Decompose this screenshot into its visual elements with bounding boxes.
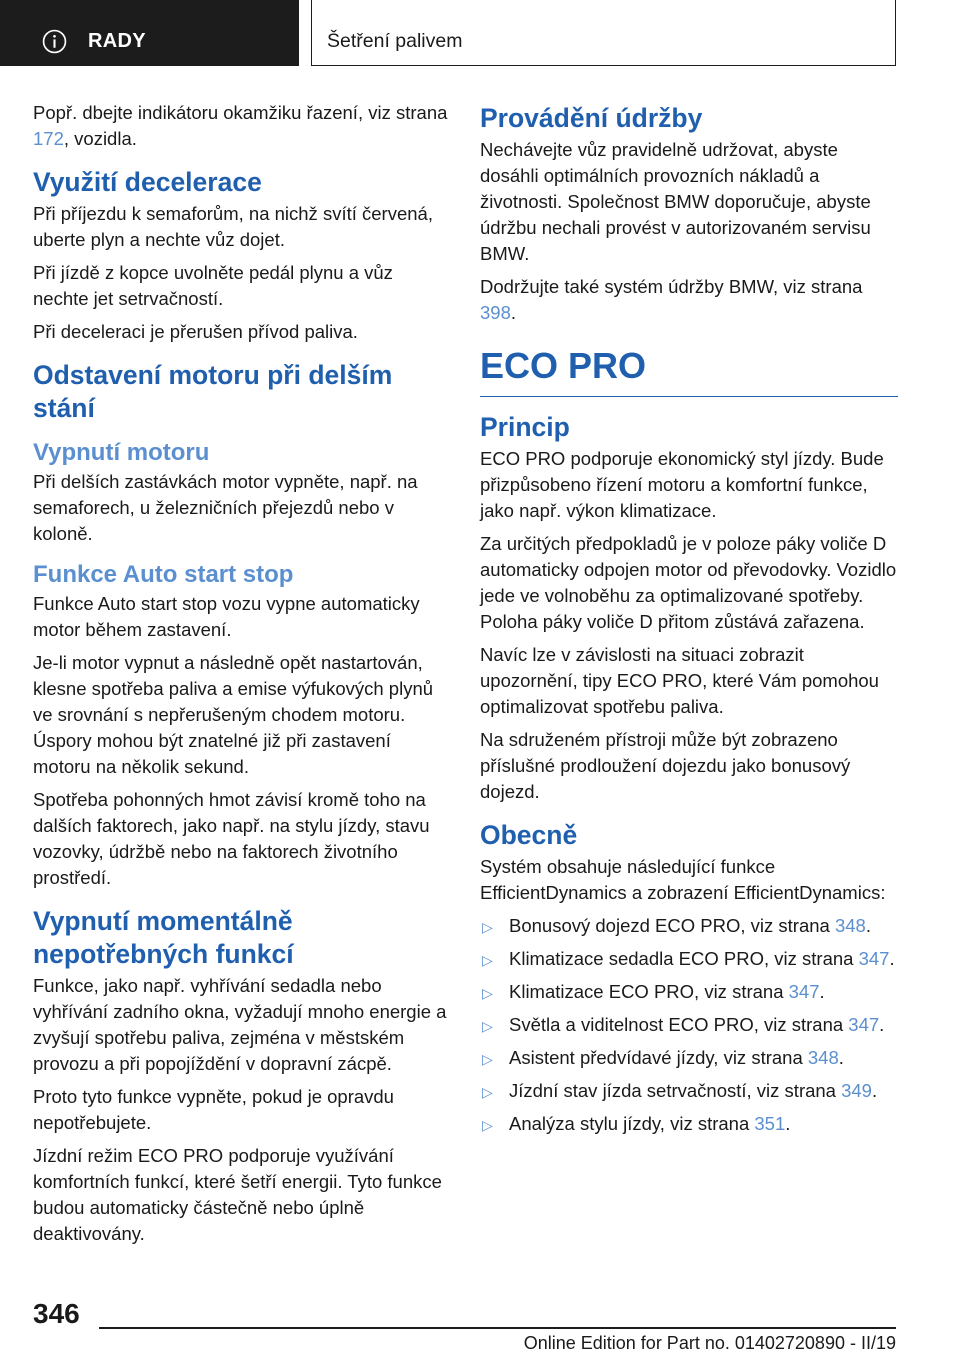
page-link[interactable]: 347	[788, 981, 820, 1002]
feature-list	[480, 913, 898, 1137]
header-section-tab	[0, 0, 299, 66]
paragraph: Jízdní režim ECO PRO podporuje využívání komfortních funkcí, které šetří energii. Tyto funkce budou automaticky částečně nebo úplně deaktivovány.	[33, 1145, 442, 1244]
heading-principle: Princip	[480, 412, 570, 442]
page-link[interactable]: 347	[858, 948, 890, 969]
paragraph: Při delších zastávkách motor vypněte, např. na semaforech, u železničních přejezdů nebo v koloně.	[33, 471, 418, 544]
list-item: ▷ Asistent předvídavé jízdy, viz strana 348.	[480, 1045, 898, 1071]
page-link[interactable]: 347	[848, 1014, 880, 1035]
section-label: RADY	[88, 30, 146, 52]
paragraph: Za určitých předpokladů je v poloze páky voliče D automaticky odpojen motor od převodovky. Vozidlo jede ve volnoběhu za optimalizované spotřeby. Poloha páky voliče D přitom zůstává zařazena.	[480, 533, 897, 632]
heading-maintenance: Provádění údržby	[480, 103, 703, 133]
heading-unneeded-functions: Vypnutí momentálně nepotřebných funkcí	[33, 906, 294, 969]
paragraph: Navíc lze v závislosti na situaci zobrazit upozornění, tipy ECO PRO, které Vám pomohou optimalizovat spotřebu paliva.	[480, 644, 879, 717]
list-item: ▷ Jízdní stav jízda setrvačností, viz strana 349.	[480, 1078, 898, 1104]
info-circle-icon	[42, 29, 67, 54]
left-column	[33, 100, 451, 1254]
paragraph: Funkce Auto start stop vozu vypne automaticky motor během zastavení.	[33, 593, 420, 640]
chapter-heading-eco-pro: ECO PRO	[480, 344, 898, 397]
subheading-engine-off: Vypnutí motoru	[33, 439, 210, 466]
right-column	[480, 100, 898, 1144]
page-link[interactable]: 398	[480, 302, 511, 323]
footer-edition: Online Edition for Part no. 01402720890 - II/19	[523, 1333, 896, 1353]
heading-engine-stop: Odstavení motoru při delším stání	[33, 360, 393, 423]
paragraph: Spotřeba pohonných hmot závisí kromě toho na dalších faktorech, jako např. na stylu jízdy, stavu vozovky, údržbě nebo na faktorech životního prostředí.	[33, 789, 430, 888]
chapter-title: Šetření palivem	[327, 30, 463, 52]
triangle-bullet-icon: ▷	[482, 1117, 493, 1133]
paragraph: Při příjezdu k semaforům, na nichž svítí červená, uberte plyn a nechte vůz dojet.	[33, 203, 433, 250]
list-item: ▷ Světla a viditelnost ECO PRO, viz strana 347.	[480, 1012, 898, 1038]
heading-deceleration: Využití decelerace	[33, 167, 262, 197]
footer-divider	[99, 1327, 896, 1329]
paragraph: Na sdruženém přístroji může být zobrazeno příslušné prodloužení dojezdu jako bonusový dojezd.	[480, 729, 851, 802]
triangle-bullet-icon: ▷	[482, 985, 493, 1001]
page-link[interactable]: 348	[807, 1047, 839, 1068]
page-link[interactable]: 349	[841, 1080, 872, 1101]
heading-general: Obecně	[480, 820, 578, 850]
list-item: ▷ Analýza stylu jízdy, viz strana 351.	[480, 1111, 898, 1137]
paragraph: Nechávejte vůz pravidelně udržovat, abyste dosáhli optimálních provozních nákladů a životnosti. Společnost BMW doporučuje, abyste údržbu nechali provést v autorizovaném servisu BMW.	[480, 139, 871, 264]
paragraph: Při deceleraci je přerušen přívod paliva.	[33, 321, 358, 342]
page-link[interactable]: 348	[834, 915, 866, 936]
triangle-bullet-icon: ▷	[482, 1018, 493, 1034]
paragraph: Systém obsahuje následující funkce EfficientDynamics a zobrazení EfficientDynamics:	[480, 856, 886, 903]
chapter-header	[311, 0, 896, 66]
paragraph: ECO PRO podporuje ekonomický styl jízdy. Bude přizpůsobeno řízení motoru a komfortní funkce, jako např. výkon klimatizace.	[480, 448, 884, 521]
page-number: 346	[33, 1298, 80, 1329]
paragraph: Je-li motor vypnut a následně opět nastartován, klesne spotřeba paliva a emise výfukových plynů ve srovnání s nepřerušeným chodem motoru. Úspory mohou být znatelné již při zastavení motoru na několik sekund.	[33, 652, 434, 777]
triangle-bullet-icon: ▷	[482, 1051, 493, 1067]
page-link[interactable]: 172	[33, 128, 64, 149]
intro-paragraph: Popř. dbejte indikátoru okamžiku řazení, viz strana 172, vozidla.	[33, 102, 448, 149]
subheading-auto-start-stop: Funkce Auto start stop	[33, 561, 294, 588]
triangle-bullet-icon: ▷	[482, 1084, 493, 1100]
paragraph: Proto tyto funkce vypněte, pokud je opravdu nepotřebujete.	[33, 1086, 394, 1133]
list-item: ▷ Klimatizace sedadla ECO PRO, viz strana 347.	[480, 946, 898, 972]
triangle-bullet-icon: ▷	[482, 919, 493, 935]
paragraph: Dodržujte také systém údržby BMW, viz strana 398.	[480, 276, 863, 323]
triangle-bullet-icon: ▷	[482, 952, 493, 968]
list-item: ▷ Bonusový dojezd ECO PRO, viz strana 348.	[480, 913, 898, 939]
list-item: ▷ Klimatizace ECO PRO, viz strana 347.	[480, 979, 898, 1005]
page-link[interactable]: 351	[754, 1113, 786, 1134]
paragraph: Funkce, jako např. vyhřívání sedadla nebo vyhřívání zadního okna, vyžadují mnoho energie a zvyšují spotřebu paliva, zejména v městském provozu a při popojíždění v dopravní zácpě.	[33, 975, 447, 1074]
paragraph: Při jízdě z kopce uvolněte pedál plynu a vůz nechte jet setrvačností.	[33, 262, 393, 309]
